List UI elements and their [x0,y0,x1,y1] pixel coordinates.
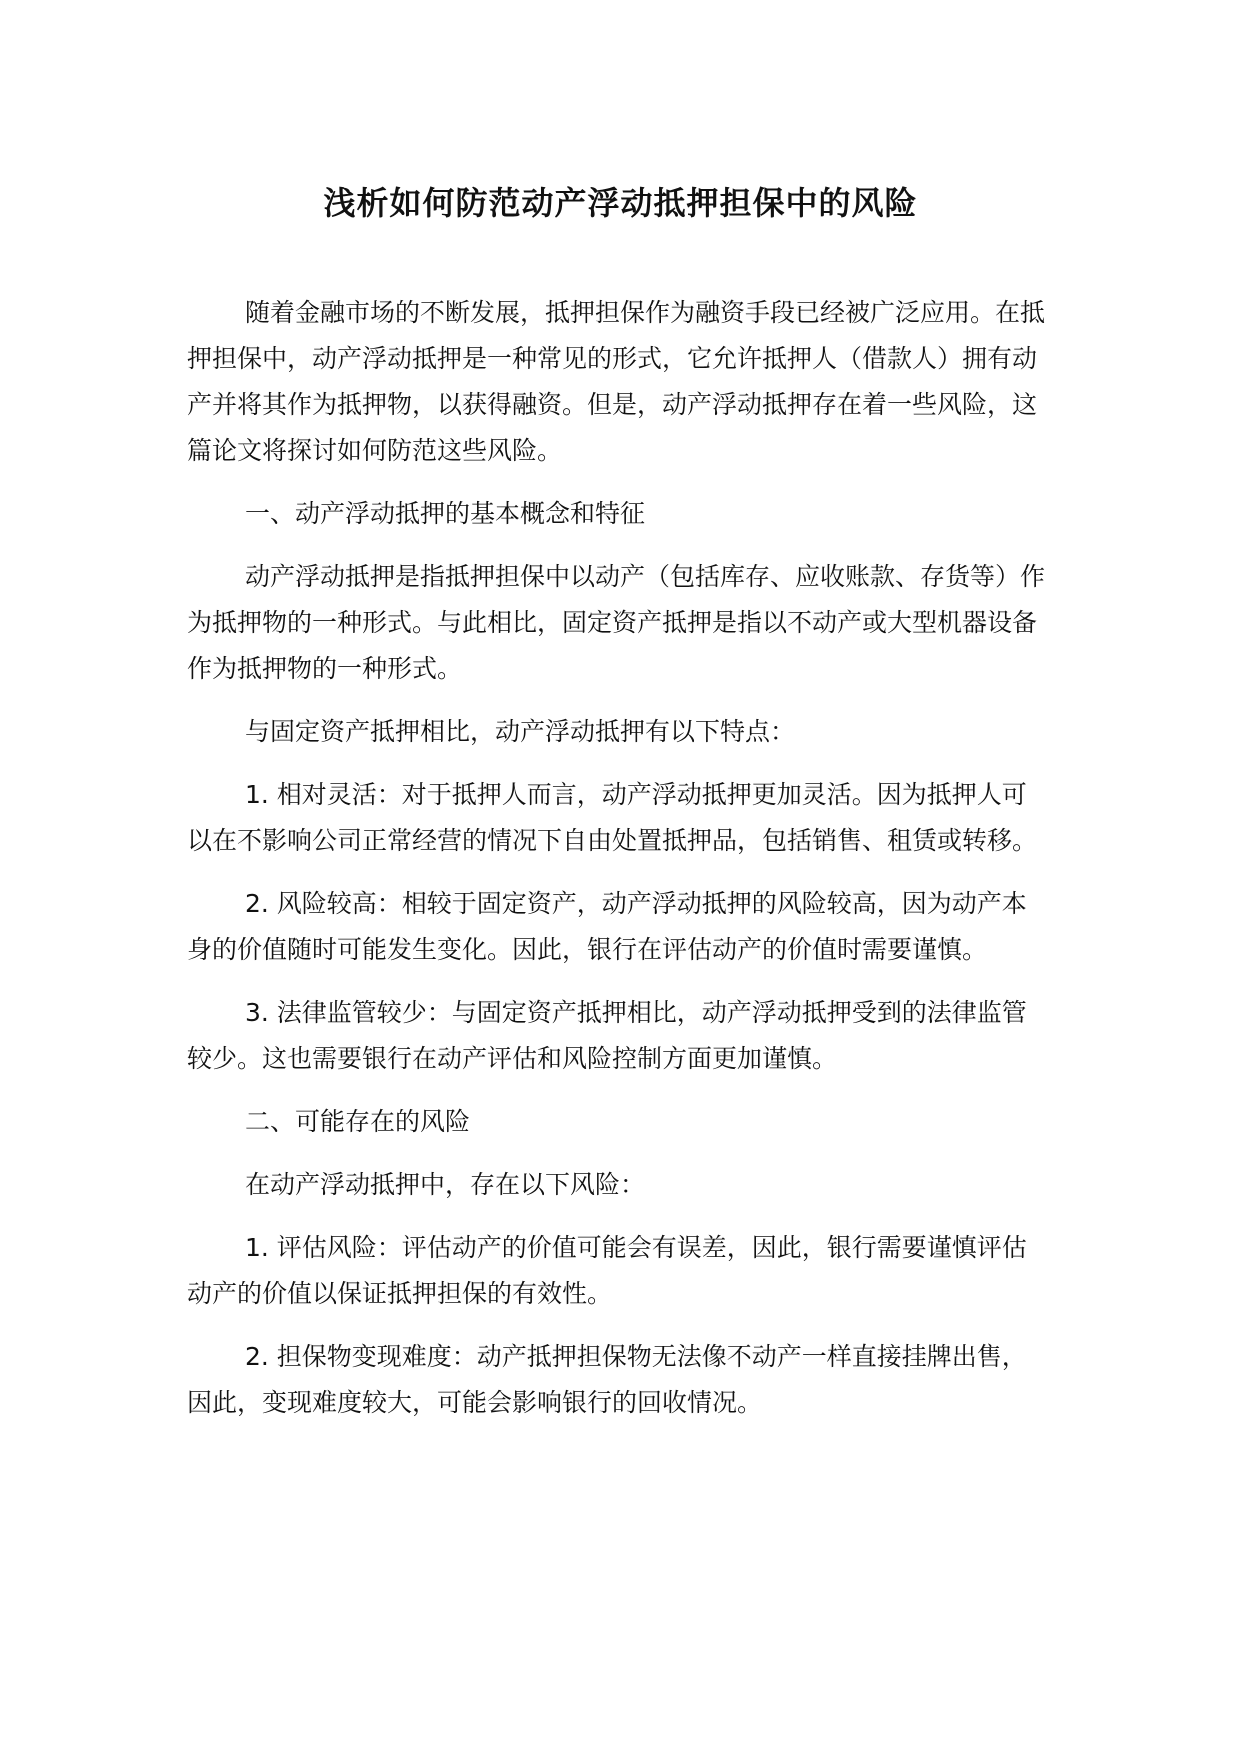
list-item-feature-2: 2. 风险较高：相较于固定资产，动产浮动抵押的风险较高，因为动产本身的价值随时可能发生变化。因此，银行在评估动产的价值时需要谨慎。 [187,889,1027,964]
list-item-risk-1: 1. 评估风险：评估动产的价值可能会有误差，因此，银行需要谨慎评估动产的价值以保证抵押担保的有效性。 [187,1233,1027,1308]
section-heading-1: 一、动产浮动抵押的基本概念和特征 [245,499,646,528]
list-item-feature-3: 3. 法律监管较少：与固定资产抵押相比，动产浮动抵押受到的法律监管较少。这也需要银行在动产评估和风险控制方面更加谨慎。 [187,998,1027,1073]
paragraph-features-intro: 与固定资产抵押相比，动产浮动抵押有以下特点： [245,717,796,746]
paragraph-intro: 随着金融市场的不断发展，抵押担保作为融资手段已经被广泛应用。在抵押担保中，动产浮动抵押是一种常见的形式，它允许抵押人（借款人）拥有动产并将其作为抵押物，以获得融资。但是，动产浮动抵押存在着一些风险，这篇论文将探讨如何防范这些风险。 [187,298,1046,465]
document-body [187,290,1047,1443]
paragraph-risks-intro: 在动产浮动抵押中，存在以下风险： [245,1170,646,1199]
list-item-risk-2: 2. 担保物变现难度：动产抵押担保物无法像不动产一样直接挂牌出售，因此，变现难度较大，可能会影响银行的回收情况。 [187,1342,1027,1417]
paragraph-definition: 动产浮动抵押是指抵押担保中以动产（包括库存、应收账款、存货等）作为抵押物的一种形式。与此相比，固定资产抵押是指以不动产或大型机器设备作为抵押物的一种形式。 [187,562,1046,683]
document-title: 浅析如何防范动产浮动抵押担保中的风险 [323,184,918,222]
list-item-feature-1: 1. 相对灵活：对于抵押人而言，动产浮动抵押更加灵活。因为抵押人可以在不影响公司正常经营的情况下自由处置抵押品，包括销售、租赁或转移。 [187,780,1038,855]
section-heading-2: 二、可能存在的风险 [245,1107,471,1136]
